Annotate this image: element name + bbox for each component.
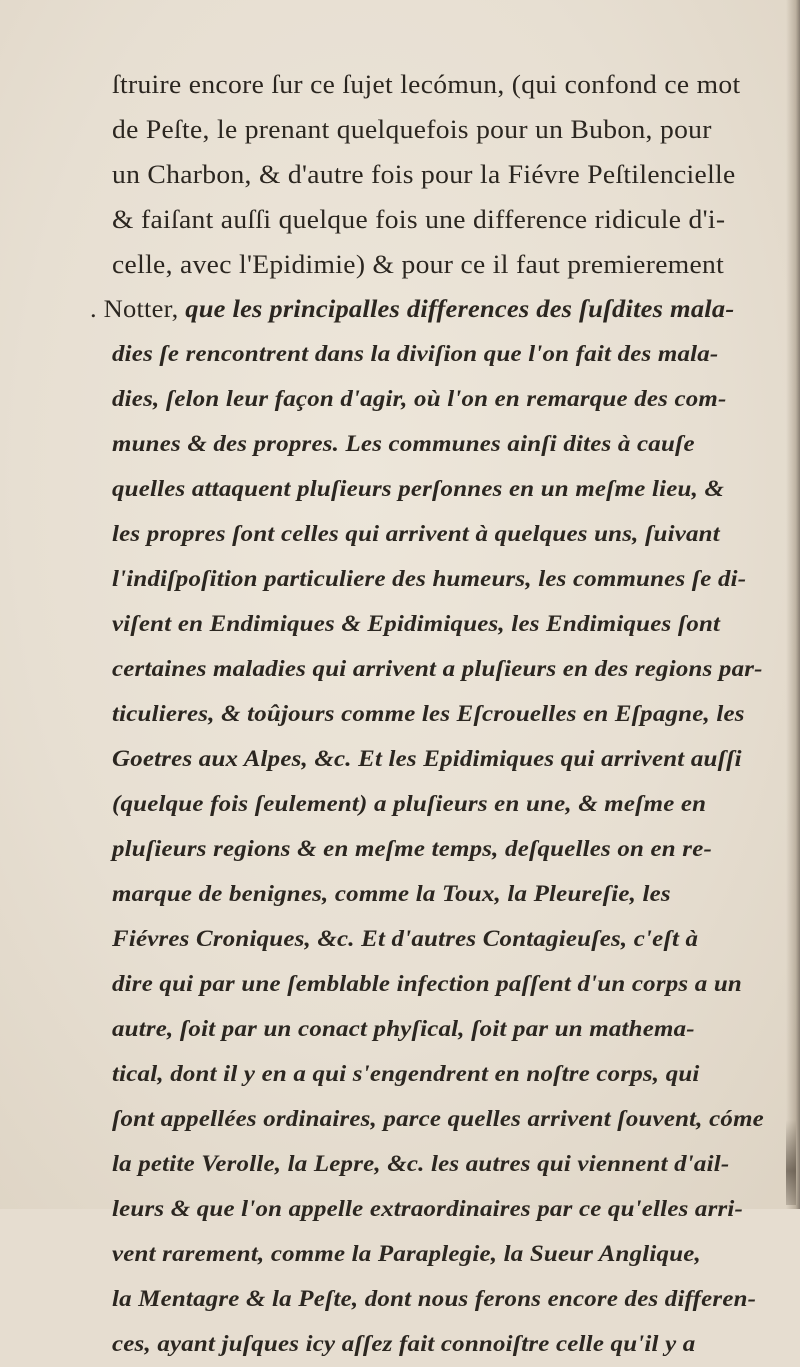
text-line-12: l'indiſpoſition particuliere des humeurs, les communes ſe di- bbox=[112, 566, 747, 592]
text-line-23: tical, dont il y en a qui s'engendrent en noſtre corps, qui bbox=[112, 1061, 700, 1087]
text-line-20: Fiévres Croniques, &c. Et d'autres Contagieuſes, c'eſt à bbox=[112, 926, 699, 952]
text-line-24: ſont appellées ordinaires, parce quelles arrivent ſouvent, cóme bbox=[112, 1106, 764, 1132]
text-line-13: viſent en Endimiques & Epidimiques, les Endimiques ſont bbox=[112, 611, 721, 637]
text-line-7: dies ſe rencontrent dans la diviſion que l'on fait des mala- bbox=[112, 341, 719, 367]
text-line-29: ces, ayant juſques icy aſſez fait connoiſtre celle qu'il y a bbox=[112, 1331, 696, 1357]
text-line-19: marque de benignes, comme la Toux, la Pleureſie, les bbox=[112, 881, 671, 907]
text-line-17: (quelque fois ſeulement) a pluſieurs en une, & meſme en bbox=[112, 791, 707, 817]
text-line-27: vent rarement, comme la Paraplegie, la Sueur Anglique, bbox=[112, 1241, 701, 1267]
text-line-4: & faiſant auſſi quelque fois une difference ridicule d'i- bbox=[112, 205, 726, 234]
page-text-block bbox=[90, 62, 792, 1367]
text-line-11: les propres ſont celles qui arrivent à quelques uns, ſuivant bbox=[112, 521, 720, 547]
text-line-2: de Peſte, le prenant quelquefois pour un Bubon, pour bbox=[112, 115, 712, 144]
text-line-22: autre, ſoit par un conact phyſical, ſoit par un mathema- bbox=[112, 1016, 695, 1042]
text-line-15: ticulieres, & toûjours comme les Eſcrouelles en Eſpagne, les bbox=[112, 701, 745, 727]
text-line-3: un Charbon, & d'autre fois pour la Fiévre Peſtilencielle bbox=[112, 160, 736, 189]
text-line-1: ſtruire encore ſur ce ſujet lecómun, (qui confond ce mot bbox=[112, 70, 741, 99]
text-line-6-roman: . Notter, bbox=[90, 296, 186, 323]
text-line-8: dies, ſelon leur façon d'agir, où l'on en remarque des com- bbox=[112, 386, 727, 412]
text-line-28: la Mentagre & la Peſte, dont nous ferons encore des differen- bbox=[112, 1286, 757, 1312]
text-line-25: la petite Verolle, la Lepre, &c. les autres qui viennent d'ail- bbox=[112, 1151, 730, 1177]
text-line-26: leurs & que l'on appelle extraordinaires par ce qu'elles arri- bbox=[112, 1196, 744, 1222]
text-line-21: dire qui par une ſemblable infection paſſent d'un corps a un bbox=[112, 971, 742, 997]
text-line-14: certaines maladies qui arrivent a pluſieurs en des regions par- bbox=[112, 656, 763, 682]
text-line-16: Goetres aux Alpes, &c. Et les Epidimiques qui arrivent auſſi bbox=[112, 746, 742, 772]
text-line-6 bbox=[90, 287, 792, 332]
text-line-5: celle, avec l'Epidimie) & pour ce il faut premierement bbox=[112, 250, 725, 279]
text-line-9: munes & des propres. Les communes ainſi dites à cauſe bbox=[112, 431, 695, 457]
text-line-6-italic: que les principalles differences des ſuſdites mala- bbox=[185, 296, 735, 323]
text-line-10: quelles attaquent pluſieurs perſonnes en un meſme lieu, & bbox=[112, 476, 725, 502]
text-line-18: pluſieurs regions & en meſme temps, deſquelles on en re- bbox=[112, 836, 713, 862]
